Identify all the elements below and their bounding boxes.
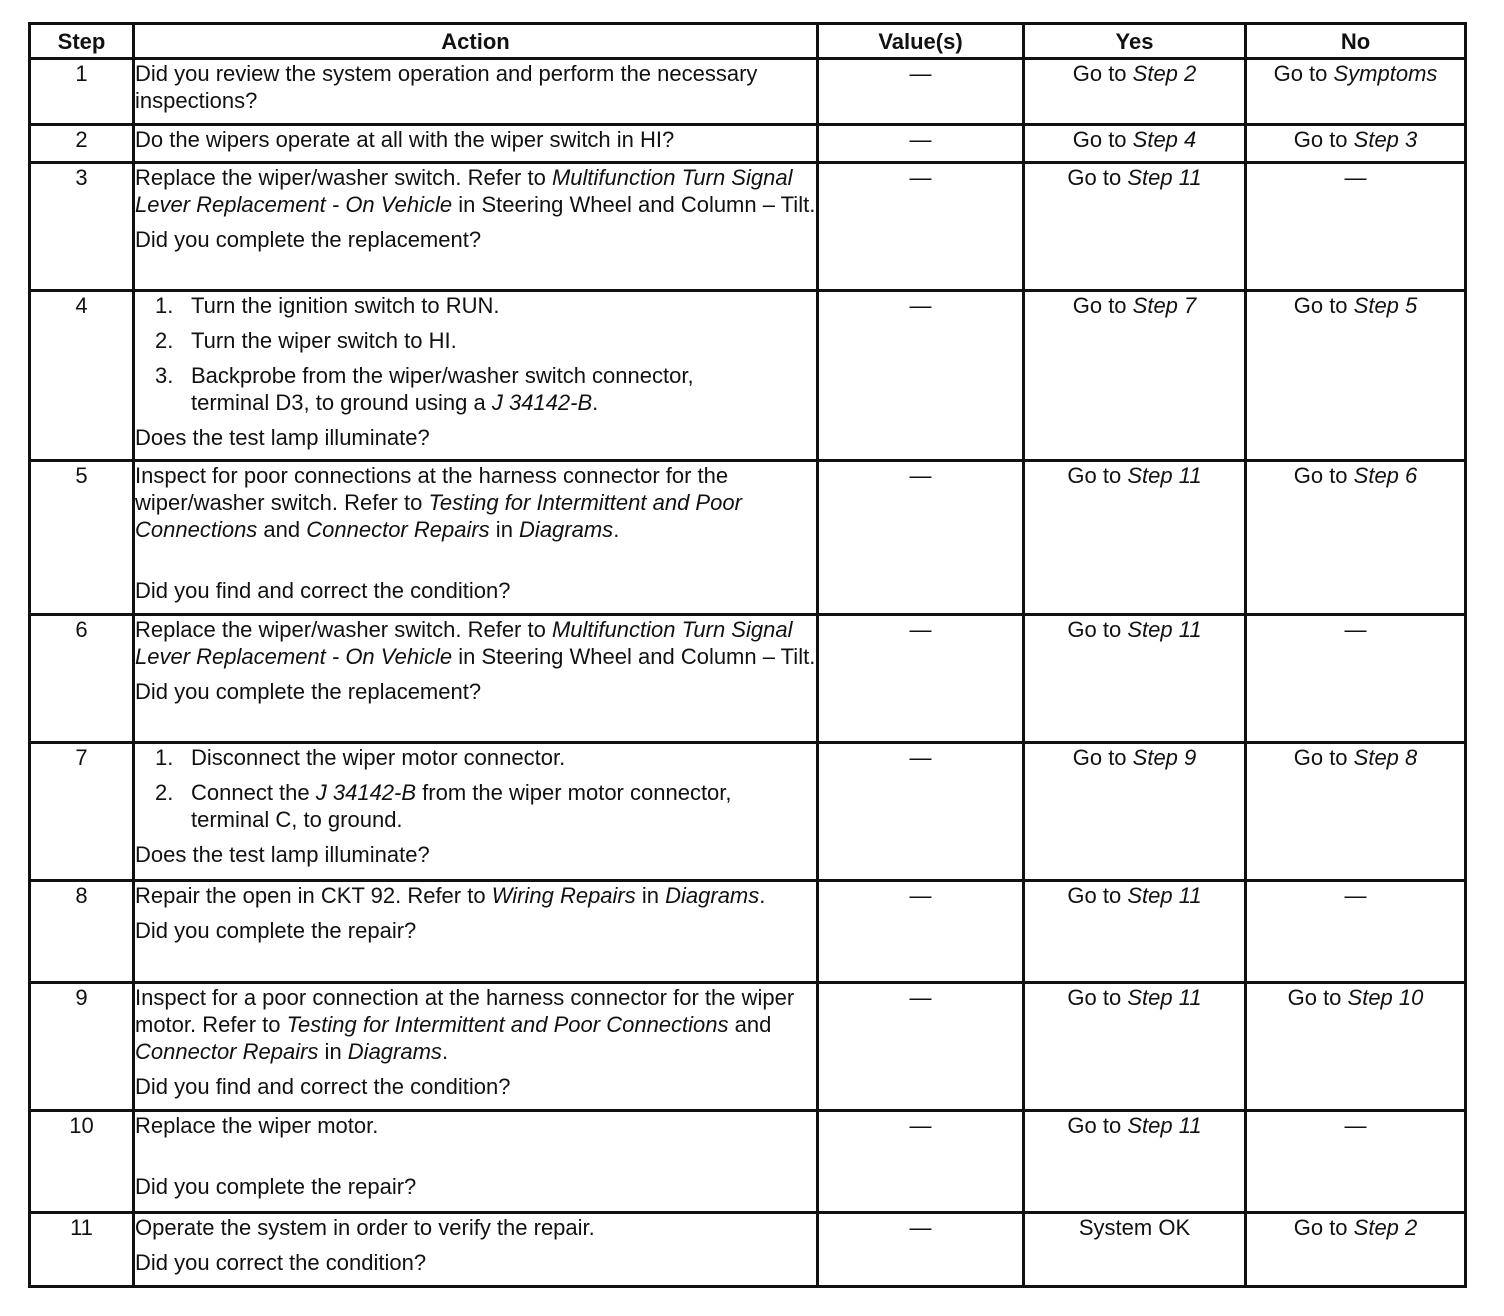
no-prefix: Go to <box>1287 985 1348 1010</box>
action-text-part: . <box>441 1039 449 1064</box>
action-reference: Diagrams <box>519 517 614 542</box>
step-number: 2 <box>30 125 134 163</box>
step-number: 6 <box>30 615 134 743</box>
action-reference: Wiring Repairs <box>491 883 636 908</box>
diagnostic-table <box>28 22 1467 1288</box>
yes-prefix: Go to <box>1067 165 1128 190</box>
yes-cell <box>1024 881 1246 983</box>
action-text-part: Inspect for poor connections at the harness connector for the wiper/washer switch. Refer to <box>135 463 729 515</box>
action-text: Do the wipers operate at all with the wiper switch in HI? <box>135 127 675 152</box>
action-question: Did you complete the repair? <box>135 1174 417 1199</box>
yes-prefix: Go to <box>1067 617 1128 642</box>
no-dash: — <box>1344 1113 1367 1138</box>
value-cell <box>818 1213 1024 1287</box>
list-item <box>135 362 816 416</box>
table-row <box>30 125 1466 163</box>
yes-target-link[interactable]: Step 11 <box>1127 1113 1202 1138</box>
step-number: 3 <box>30 163 134 291</box>
table-row <box>30 743 1466 881</box>
action-text-part: in <box>635 883 666 908</box>
action-text <box>135 165 815 217</box>
tool-reference: J 34142-B <box>315 780 417 805</box>
action-reference: Multifunction Turn Signal Lever Replacement - On Vehicle <box>135 165 793 217</box>
tool-reference: J 34142-B <box>491 390 593 415</box>
action-text-part: in Steering Wheel and Column – Tilt. <box>452 192 816 217</box>
action-text <box>135 617 815 669</box>
action-text <box>135 463 742 542</box>
table-row <box>30 291 1466 461</box>
action-question: Does the test lamp illuminate? <box>135 425 430 450</box>
value-dash: — <box>909 985 932 1010</box>
no-cell <box>1246 983 1466 1111</box>
no-cell <box>1246 461 1466 615</box>
list-item <box>135 327 816 354</box>
table-row <box>30 983 1466 1111</box>
no-cell <box>1246 291 1466 461</box>
action-cell <box>134 743 818 881</box>
list-text <box>191 362 771 416</box>
yes-target-link[interactable]: Step 4 <box>1132 127 1197 152</box>
list-text-part: from the wiper motor connector, terminal C, to ground. <box>191 780 732 832</box>
action-cell <box>134 163 818 291</box>
action-reference: Multifunction Turn Signal Lever Replacement - On Vehicle <box>135 617 793 669</box>
value-dash: — <box>909 617 932 642</box>
step-number: 11 <box>30 1213 134 1287</box>
action-text: Replace the wiper motor. <box>135 1113 379 1138</box>
action-question: Did you find and correct the condition? <box>135 578 511 603</box>
value-dash: — <box>909 127 932 152</box>
header-step: Step <box>30 24 134 59</box>
header-no: No <box>1246 24 1466 59</box>
action-text: Did you review the system operation and perform the necessary inspections? <box>135 61 758 113</box>
no-target-link[interactable]: Symptoms <box>1333 61 1438 86</box>
value-cell <box>818 163 1024 291</box>
no-cell <box>1246 59 1466 125</box>
no-target-link[interactable]: Step 2 <box>1353 1215 1418 1240</box>
value-cell <box>818 743 1024 881</box>
action-text-part: and <box>728 1012 772 1037</box>
value-dash: — <box>909 1215 932 1240</box>
yes-target-link[interactable]: Step 2 <box>1132 61 1197 86</box>
value-dash: — <box>909 745 932 770</box>
no-prefix: Go to <box>1293 1215 1354 1240</box>
yes-cell <box>1024 1213 1246 1287</box>
value-cell <box>818 983 1024 1111</box>
yes-target-link[interactable]: Step 11 <box>1127 463 1202 488</box>
yes-prefix: Go to <box>1072 127 1133 152</box>
list-number: 2. <box>155 780 174 805</box>
step-number: 7 <box>30 743 134 881</box>
action-cell <box>134 881 818 983</box>
yes-prefix: Go to <box>1067 985 1128 1010</box>
spacer <box>135 543 816 569</box>
value-cell <box>818 125 1024 163</box>
no-target-link[interactable]: Step 3 <box>1353 127 1418 152</box>
action-text-part: in Steering Wheel and Column – Tilt. <box>452 644 816 669</box>
action-question: Did you complete the replacement? <box>135 679 482 704</box>
yes-cell <box>1024 743 1246 881</box>
list-text: Disconnect the wiper motor connector. <box>191 745 566 770</box>
yes-cell <box>1024 1111 1246 1213</box>
value-dash: — <box>909 165 932 190</box>
action-text <box>135 883 765 908</box>
yes-prefix: Go to <box>1067 1113 1128 1138</box>
action-cell <box>134 1213 818 1287</box>
action-text-part: Repair the open in CKT 92. Refer to <box>135 883 492 908</box>
yes-prefix: Go to <box>1072 293 1133 318</box>
yes-cell <box>1024 59 1246 125</box>
value-dash: — <box>909 1113 932 1138</box>
list-item <box>135 744 816 771</box>
yes-cell <box>1024 163 1246 291</box>
action-question: Did you complete the replacement? <box>135 227 482 252</box>
list-text: Turn the wiper switch to HI. <box>191 328 457 353</box>
no-target-link[interactable]: Step 10 <box>1347 985 1424 1010</box>
action-reference: Testing for Intermittent and Poor Connections <box>135 490 742 542</box>
table-row <box>30 59 1466 125</box>
list-text: Turn the ignition switch to RUN. <box>191 293 500 318</box>
yes-target-link[interactable]: Step 11 <box>1127 883 1202 908</box>
yes-target-link[interactable]: Step 9 <box>1132 745 1197 770</box>
value-cell <box>818 615 1024 743</box>
no-cell <box>1246 1213 1466 1287</box>
list-text-part: Connect the <box>191 780 316 805</box>
value-dash: — <box>909 61 932 86</box>
no-target-link[interactable]: Step 6 <box>1353 463 1418 488</box>
list-number: 1. <box>155 293 174 318</box>
yes-cell <box>1024 461 1246 615</box>
value-dash: — <box>909 463 932 488</box>
action-text-part: Inspect for a poor connection at the harness connector for the wiper motor. Refer to <box>135 985 795 1037</box>
yes-prefix: Go to <box>1072 745 1133 770</box>
action-text <box>135 985 794 1064</box>
no-dash: — <box>1344 883 1367 908</box>
no-dash: — <box>1344 165 1367 190</box>
step-number: 8 <box>30 881 134 983</box>
header-yes: Yes <box>1024 24 1246 59</box>
list-number: 1. <box>155 745 174 770</box>
no-cell <box>1246 1111 1466 1213</box>
yes-prefix: Go to <box>1067 463 1128 488</box>
table-row <box>30 615 1466 743</box>
list-item <box>135 779 816 833</box>
no-target-link[interactable]: Step 5 <box>1353 293 1418 318</box>
action-cell <box>134 1111 818 1213</box>
action-cell <box>134 125 818 163</box>
action-reference: Connector Repairs <box>306 517 490 542</box>
action-question: Did you find and correct the condition? <box>135 1074 511 1099</box>
action-text-part: . <box>613 517 620 542</box>
no-cell <box>1246 743 1466 881</box>
value-cell <box>818 881 1024 983</box>
yes-cell <box>1024 615 1246 743</box>
table-row <box>30 1213 1466 1287</box>
yes-prefix: Go to <box>1067 883 1128 908</box>
no-cell <box>1246 881 1466 983</box>
action-text-part: Replace the wiper/washer switch. Refer to <box>135 617 552 642</box>
action-text-part: . <box>759 883 766 908</box>
header-values: Value(s) <box>818 24 1024 59</box>
table-row <box>30 461 1466 615</box>
step-number: 1 <box>30 59 134 125</box>
step-number: 10 <box>30 1111 134 1213</box>
yes-target-link[interactable]: Step 11 <box>1127 617 1202 642</box>
step-number: 9 <box>30 983 134 1111</box>
no-cell <box>1246 163 1466 291</box>
action-question: Did you correct the condition? <box>135 1250 427 1275</box>
yes-cell <box>1024 291 1246 461</box>
table-row <box>30 1111 1466 1213</box>
action-cell <box>134 615 818 743</box>
action-question: Did you complete the repair? <box>135 918 417 943</box>
list-number: 3. <box>155 363 174 388</box>
value-cell <box>818 1111 1024 1213</box>
value-cell <box>818 461 1024 615</box>
yes-target-link[interactable]: Step 7 <box>1132 293 1197 318</box>
table-row <box>30 163 1466 291</box>
table-row <box>30 881 1466 983</box>
action-text-part: and <box>257 517 307 542</box>
no-cell <box>1246 615 1466 743</box>
list-number: 2. <box>155 328 174 353</box>
yes-prefix: Go to <box>1072 61 1133 86</box>
action-cell <box>134 983 818 1111</box>
action-cell <box>134 461 818 615</box>
action-text-part: Replace the wiper/washer switch. Refer to <box>135 165 552 190</box>
list-text-part: Backprobe from the wiper/washer switch connector, terminal D3, to ground using a <box>191 363 694 415</box>
no-prefix: Go to <box>1293 745 1354 770</box>
action-text-part: in <box>318 1039 348 1064</box>
action-question: Does the test lamp illuminate? <box>135 842 430 867</box>
no-cell <box>1246 125 1466 163</box>
step-number: 5 <box>30 461 134 615</box>
action-reference: Diagrams <box>665 883 760 908</box>
yes-cell <box>1024 983 1246 1111</box>
spacer <box>135 1139 816 1165</box>
value-cell <box>818 291 1024 461</box>
action-reference: Testing for Intermittent and Poor Connections <box>286 1012 729 1037</box>
action-cell <box>134 291 818 461</box>
yes-target-link[interactable]: Step 11 <box>1127 985 1202 1010</box>
yes-result: System OK <box>1078 1215 1191 1240</box>
value-dash: — <box>909 883 932 908</box>
list-text-part: . <box>592 390 599 415</box>
action-reference: Connector Repairs <box>135 1039 319 1064</box>
step-number: 4 <box>30 291 134 461</box>
header-action: Action <box>134 24 818 59</box>
value-dash: — <box>909 293 932 318</box>
no-prefix: Go to <box>1293 293 1354 318</box>
list-item <box>135 292 816 319</box>
no-prefix: Go to <box>1293 127 1354 152</box>
no-target-link[interactable]: Step 8 <box>1353 745 1418 770</box>
yes-target-link[interactable]: Step 11 <box>1127 165 1202 190</box>
header-row <box>30 24 1466 59</box>
no-prefix: Go to <box>1273 61 1334 86</box>
no-prefix: Go to <box>1293 463 1354 488</box>
no-dash: — <box>1344 617 1367 642</box>
action-text: Operate the system in order to verify the repair. <box>135 1215 595 1240</box>
action-text-part: in <box>489 517 520 542</box>
action-cell <box>134 59 818 125</box>
value-cell <box>818 59 1024 125</box>
action-reference: Diagrams <box>347 1039 442 1064</box>
yes-cell <box>1024 125 1246 163</box>
list-text <box>191 779 771 833</box>
